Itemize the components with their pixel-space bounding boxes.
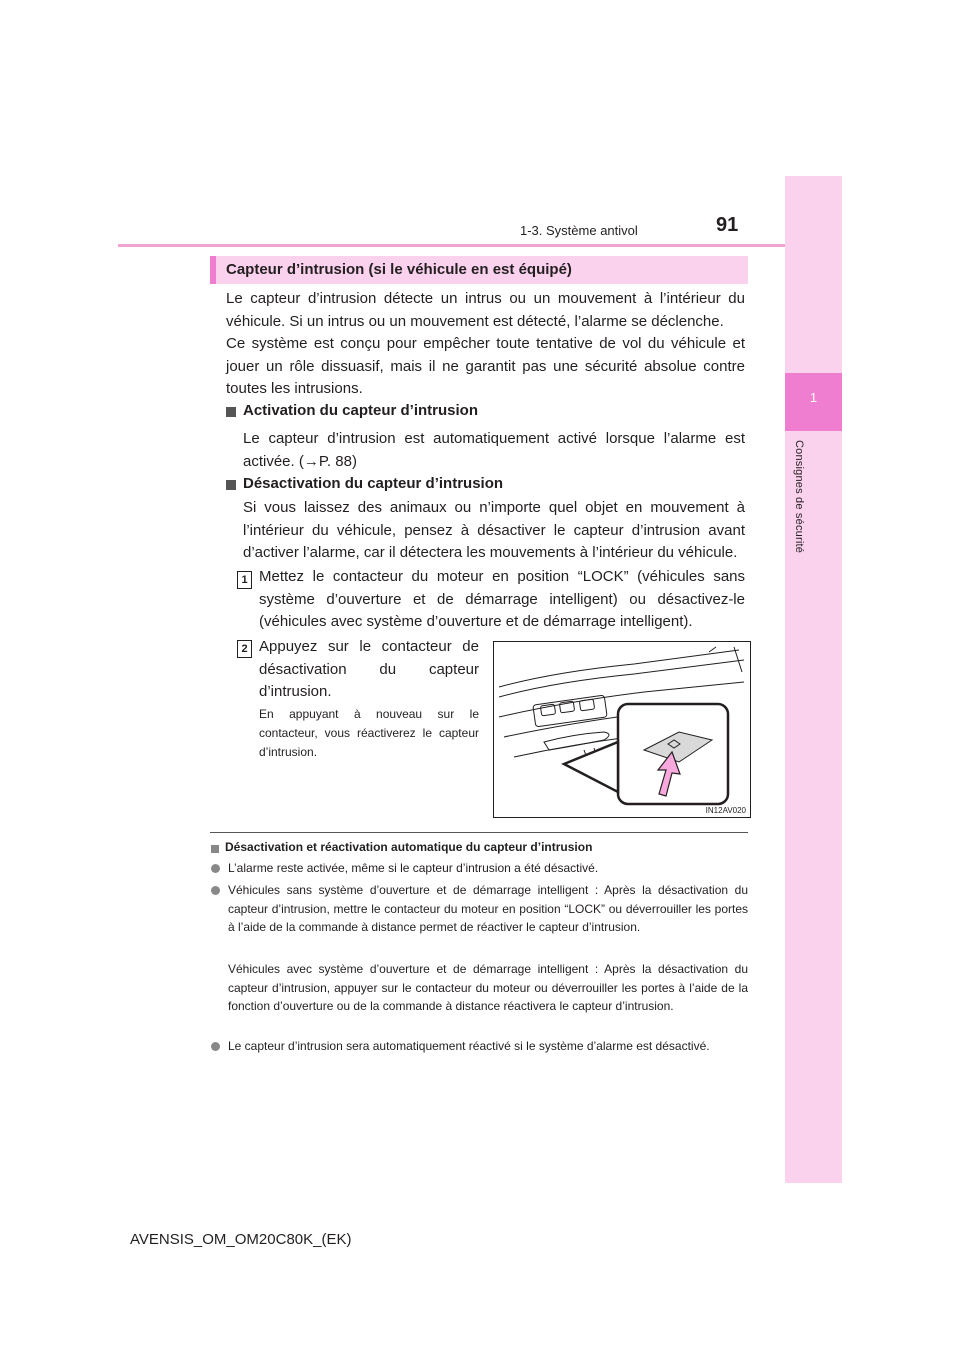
chapter-number: 1 (809, 390, 818, 405)
notes-rule (210, 832, 748, 833)
step-2-text: Appuyez sur le contacteur de désactivation du capteur d’intrusion. (259, 638, 479, 700)
intrusion-sensor-switch-illustration (493, 641, 751, 818)
page-number: 91 (716, 214, 739, 236)
header-rule (118, 244, 814, 247)
step-number-1: 1 (237, 571, 252, 589)
section-title: Capteur d’intrusion (si le véhicule en est équipé) (226, 261, 572, 278)
chapter-title: Consignes de sécurité (793, 440, 805, 554)
overhead-console-drawing (494, 642, 750, 817)
notes-heading: Désactivation et réactivation automatique du capteur d’intrusion (225, 840, 593, 854)
deactivation-heading: Désactivation du capteur d’intrusion (243, 475, 504, 492)
note-square-bullet-icon (211, 845, 219, 853)
step-2-note: En appuyant à nouveau sur le contacteur, vous réactiverez le capteur d’intrusion. (259, 707, 479, 759)
step-1-text: Mettez le contacteur du moteur en position “LOCK” (véhicules sans système d’ouverture et de démarrage intelligent) ou désactivez-le (véhicules avec système d’ouverture et de démarrage intelligent). (259, 568, 745, 630)
deactivation-text: Si vous laissez des animaux ou n’importe quel objet en mouvement à l’intérieur du véhicule, pensez à désactiver le capteur d’intrusion avant d’activer l’alarme, car il détectera les mouvements à l’intérieur du véhicule. (243, 499, 745, 561)
running-header-section: 1-3. Système antivol (520, 223, 638, 238)
note-item-2: Véhicules sans système d’ouverture et de démarrage intelligent : Après la désactivation du capteur d’intrusion, mettre le contacteur du moteur en position “LOCK” ou déverrouiller les portes à l’aide de la commande à distance permet de réactiver le capteur d’intrusion. (228, 883, 748, 934)
note-item-2-continued: Véhicules avec système d’ouverture et de démarrage intelligent : Après la désactivation du capteur d’intrusion, appuyer sur le contacteur du moteur ou déverrouiller les portes à l’aide de la fonction d’ouverture ou de la commande à distance réactivera le capteur d’intrusion. (228, 962, 748, 1013)
activation-text: Le capteur d’intrusion est automatiquement activé lorsque l’alarme est activée. (→P. 88) (243, 430, 745, 470)
chapter-side-strip (785, 176, 842, 1183)
intro-paragraph-2: Ce système est conçu pour empêcher toute tentative de vol du véhicule et jouer un rôle dissuasif, mais il ne garantit pas une sécurité absolue contre toutes les intrusions. (226, 335, 745, 397)
note-item-1: L’alarme reste activée, même si le capteur d’intrusion a été désactivé. (228, 861, 599, 875)
step-number-2: 2 (237, 640, 252, 658)
note-item-3: Le capteur d’intrusion sera automatiquement réactivé si le système d’alarme est désactivé. (228, 1039, 710, 1053)
section-title-accent (210, 256, 216, 284)
intro-paragraph-1: Le capteur d’intrusion détecte un intrus ou un mouvement à l’intérieur du véhicule. Si un intrus ou un mouvement est détecté, l’alarme se déclenche. (226, 290, 745, 330)
square-bullet-icon (226, 407, 236, 417)
square-bullet-icon (226, 480, 236, 490)
figure-code: IN12AV020 (705, 806, 746, 815)
note-dot-bullet-icon (211, 886, 220, 895)
note-dot-bullet-icon (211, 864, 220, 873)
activation-heading: Activation du capteur d’intrusion (243, 402, 479, 419)
footer-document-code: AVENSIS_OM_OM20C80K_(EK) (130, 1231, 352, 1248)
note-dot-bullet-icon (211, 1042, 220, 1051)
